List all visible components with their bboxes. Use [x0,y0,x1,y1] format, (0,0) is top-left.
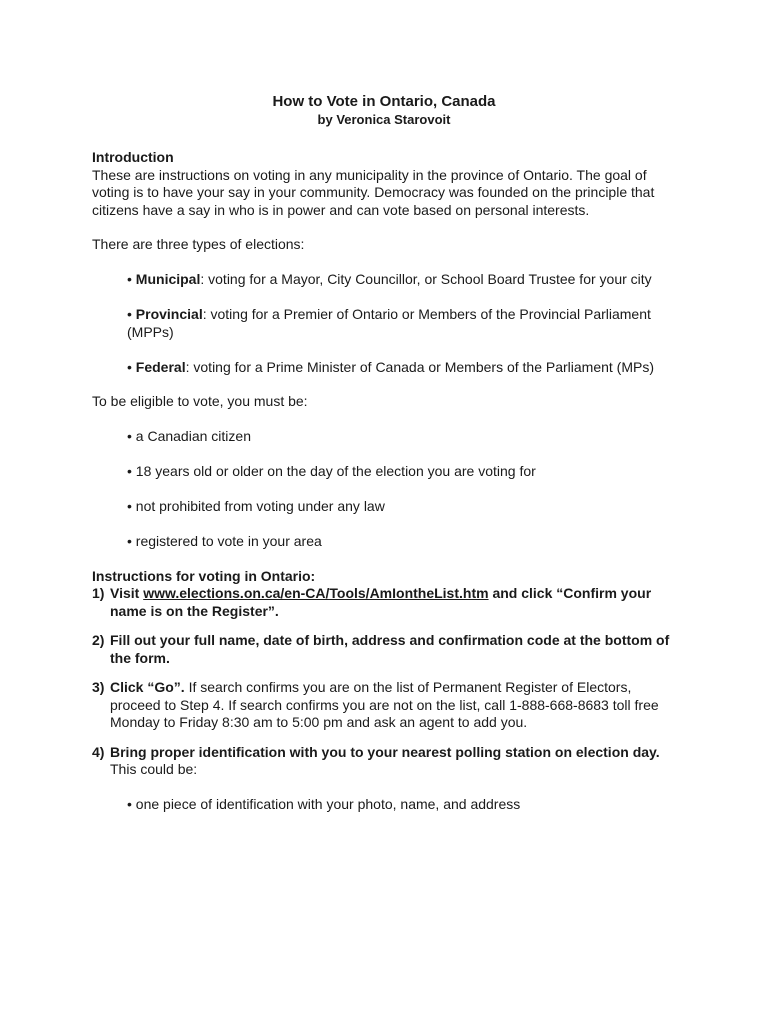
step-bold-text: and click “Confirm your name is on the Register”. [110,585,652,619]
eligibility-item: • not prohibited from voting under any law [127,498,385,514]
step-bold-text: Fill out your full name, date of birth, address and confirmation code at the bottom of the form. [110,632,670,666]
election-type-item [127,306,682,341]
instructions-heading: Instructions for voting in Ontario: [92,567,316,584]
instruction-step [92,744,682,779]
step-text: If search confirms you are on the list of Permanent Register of Electors, proceed to Step 4. If search confirms you are not on the list, call 1-888-668-8683 toll free Monday to Friday 8:30 am to 5:00 pm and ask an agent to add you. [110,679,659,730]
step-number: 1) [92,585,105,601]
instruction-step [92,585,682,620]
bullet-mark: • [127,358,132,375]
election-type-item [127,359,682,377]
election-type-desc: : voting for a Prime Minister of Canada or Members of the Parliament (MPs) [185,358,655,375]
intro-heading: Introduction [92,149,174,165]
election-type-desc: : voting for a Mayor, City Councillor, or School Board Trustee for your city [200,271,652,287]
id-item: • one piece of identification with your photo, name, and address [127,796,521,812]
eligibility-item: • a Canadian citizen [127,428,251,444]
intro-paragraph: These are instructions on voting in any municipality in the province of Ontario. The goal of voting is to have your say in your community. Democracy was founded on the principle that citizens have a say in who is in power and can vote based on personal interests. [92,166,655,218]
step-bold-text: Visit [110,585,144,601]
eligibility-item: • 18 years old or older on the day of the election you are voting for [127,463,536,479]
step-number: 2) [92,632,105,648]
eligibility-lead: To be eligible to vote, you must be: [92,393,308,409]
bullet-mark: • [127,306,132,322]
page-title: How to Vote in Ontario, Canada [272,93,496,110]
instruction-step [92,632,682,667]
step-number: 3) [92,679,105,695]
byline: by Veronica Starovoit [317,112,451,127]
bullet-mark: • [127,271,132,287]
election-type-term: Provincial [135,306,203,322]
title-block [0,92,768,128]
instruction-step [92,679,682,732]
election-type-term: Federal [135,358,186,375]
eligibility-item: • registered to vote in your area [127,533,322,549]
step-text: This could be: [110,761,198,777]
election-type-item [127,271,682,289]
election-type-desc: : voting for a Premier of Ontario or Members of the Provincial Parliament (MPPs) [127,306,651,340]
step-number: 4) [92,743,105,760]
election-type-term: Municipal [135,271,201,287]
step-bold-text: Bring proper identification with you to your nearest polling station on election day. [110,743,660,760]
elections-link[interactable]: www.elections.on.ca/en-CA/Tools/AmIontheList.htm [143,585,489,601]
election-types-lead: There are three types of elections: [92,236,305,252]
document-body [92,149,682,814]
step-bold-text: Click “Go”. [110,679,185,695]
